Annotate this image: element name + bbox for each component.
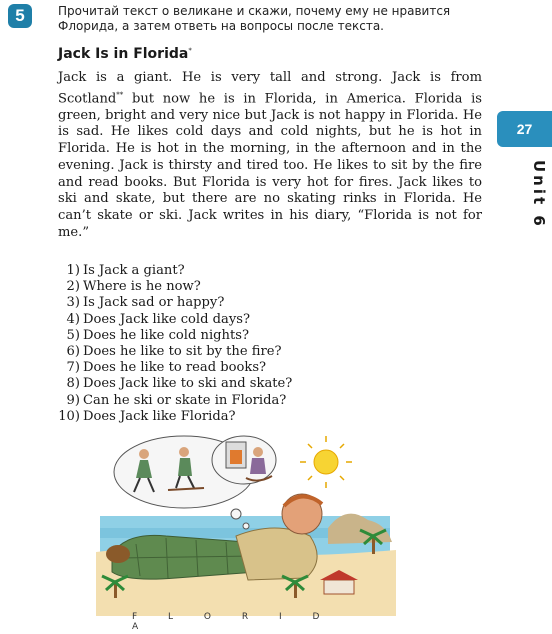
giant-in-florida-illustration bbox=[96, 432, 396, 616]
question-text: Does he like cold nights? bbox=[83, 327, 249, 343]
question-item bbox=[44, 328, 464, 344]
unit-label: Unit 6 bbox=[530, 160, 548, 229]
question-number: 3) bbox=[66, 295, 80, 311]
question-number: 9) bbox=[66, 392, 80, 408]
question-item bbox=[44, 263, 464, 279]
question-item bbox=[44, 376, 464, 392]
question-text: Does Jack like Florida? bbox=[83, 408, 236, 424]
question-text: Does he like to sit by the fire? bbox=[83, 344, 282, 360]
question-text: Can he ski or skate in Florida? bbox=[83, 392, 287, 408]
story-title-footnote-mark: * bbox=[188, 46, 192, 55]
question-item bbox=[44, 409, 464, 425]
story-part-1: Jack is a giant. He is very tall and strong. Jack is from Scotland bbox=[58, 70, 482, 107]
question-text: Does he like to read books? bbox=[83, 360, 267, 376]
giant-shirt bbox=[236, 528, 317, 580]
question-text: Does Jack like cold days? bbox=[83, 311, 250, 327]
florida-caption: F L O R I D A bbox=[132, 612, 323, 632]
question-text: Does Jack like to ski and skate? bbox=[83, 376, 293, 392]
question-number: 6) bbox=[66, 344, 80, 360]
giant-boot bbox=[106, 545, 130, 563]
question-item bbox=[44, 312, 464, 328]
question-item bbox=[44, 360, 464, 376]
question-text: Is Jack a giant? bbox=[83, 263, 185, 278]
story-part-2: but now he is in Florida, in America. Florida is green, bright and very nice but Jack is not happy in Florida. He is sad. He likes cold days and cold nights, but he is hot in Florida. He is hot in the morning, in the afternoon and in the evening. Jack is thirsty and tired too. He likes to sit by the fire and read books. But Florida is very hot for fires. Jack likes to ski and skate, but there are no skating rinks in Florida. He can’t skate or ski. Jack writes in his diary, “Florida is not for me.” bbox=[58, 91, 482, 240]
question-number: 10) bbox=[58, 408, 80, 424]
sun-icon bbox=[300, 436, 352, 488]
story-title-text: Jack Is in Florida bbox=[58, 46, 189, 62]
exercise-instruction: Прочитай текст о великане и скажи, почему ему не нравится Флорида, а затем ответь на вопросы после текста. bbox=[58, 4, 451, 33]
question-number: 8) bbox=[66, 376, 80, 392]
question-number: 5) bbox=[66, 327, 80, 343]
page-number-tab: 27 bbox=[497, 111, 552, 147]
story-title bbox=[58, 46, 192, 62]
question-number: 1) bbox=[66, 263, 80, 278]
question-list bbox=[44, 263, 464, 425]
question-item bbox=[44, 279, 464, 295]
question-number: 7) bbox=[66, 360, 80, 376]
exercise-number-badge: 5 bbox=[8, 4, 32, 28]
question-number: 4) bbox=[66, 311, 80, 327]
question-item bbox=[44, 393, 464, 409]
story-text bbox=[58, 70, 482, 241]
question-item bbox=[44, 295, 464, 311]
question-text: Where is he now? bbox=[83, 279, 201, 295]
question-text: Is Jack sad or happy? bbox=[83, 295, 225, 311]
scotland-footnote-mark: ** bbox=[116, 90, 124, 99]
question-item bbox=[44, 344, 464, 360]
fireplace-icon bbox=[226, 442, 246, 468]
question-number: 2) bbox=[66, 279, 80, 295]
